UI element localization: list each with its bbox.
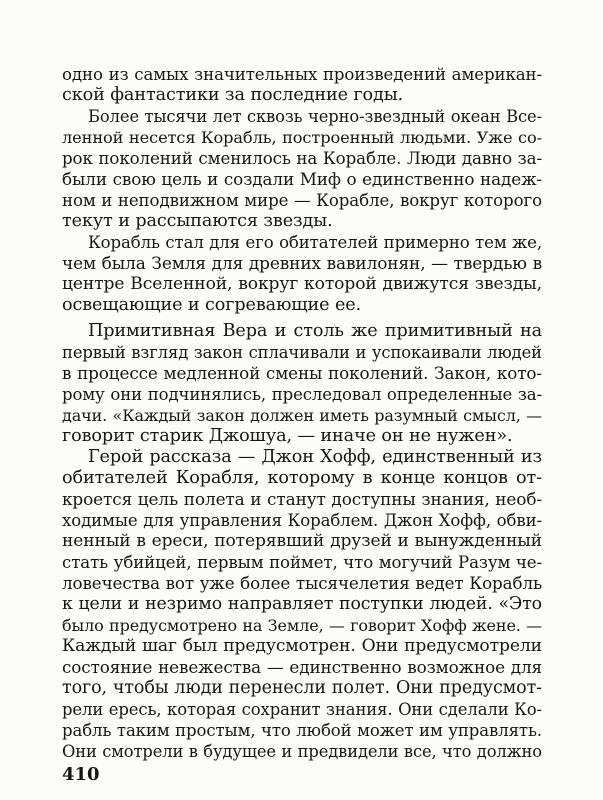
text-line: ской фантастики за последние годы. <box>62 85 404 105</box>
text-line: кроется цель полета и станут доступны знания, необ- <box>62 489 542 509</box>
text-line: в процессе медленной смены поколений. Закон, кото- <box>62 363 542 383</box>
text-line: того, чтобы люди перенесли полет. Они предусмот- <box>62 678 542 698</box>
text-line: чем была Земля для древних вавилонян, — твердью в <box>62 253 542 273</box>
text-line: рок поколений сменилось на Корабле. Люди давно за- <box>62 149 542 168</box>
page-number: 410 <box>62 764 100 785</box>
text-line: дачи. «Каждый закон должен иметь разумный смысл, — <box>62 406 542 425</box>
text-line: Они смотрели в будущее и предвидели все, что должно <box>62 742 542 761</box>
text-line: обитателей Корабля, которому в конце концов от- <box>62 468 542 488</box>
text-line: рели ересь, которая сохранит знания. Они сделали Ко- <box>62 700 542 719</box>
text-line: стать убийцей, первым поймет, что могучий Разум че- <box>62 553 542 572</box>
text-line: говорит старик Джошуа, — иначе он не нужен». <box>62 426 513 446</box>
text-line: к цели и незримо направляет поступки людей. «Это <box>62 594 542 614</box>
text-line: Более тысячи лет сквозь черно-звездный океан Все- <box>88 107 542 126</box>
text-line: текут и рассыпаются звезды. <box>62 211 333 231</box>
text-line: центре Вселенной, вокруг которой движутся звезды, <box>62 274 542 294</box>
text-line: было предусмотрено на Земле, — говорит Хофф жене. — <box>62 616 542 635</box>
text-line: Герой рассказа — Джон Хофф, единственный из <box>88 447 542 467</box>
text-line: ходимые для управления Кораблем. Джон Хофф, обви- <box>62 511 542 530</box>
text-line: рабль таким простым, что любой может им управлять. <box>62 721 542 740</box>
text-line: рому они подчинялись, преследовал определенные за- <box>62 385 542 404</box>
text-line: первый взгляд закон сплачивали и успокаивали людей <box>62 343 542 362</box>
text-line: одно из самых значительных произведений американ- <box>62 65 542 84</box>
text-line: состояние невежества — единственно возможное для <box>62 657 542 677</box>
text-line: ловечества вот уже более тысячелетия ведет Корабль <box>62 573 542 593</box>
text-line: ном и неподвижном мире — Корабле, вокруг которого <box>62 191 542 210</box>
text-line: были свою цель и создали Миф о единственно надеж- <box>62 169 542 189</box>
text-line: ленной несется Корабль, построенный людьми. Уже со- <box>62 128 542 147</box>
text-line: Корабль стал для его обитателей примерно тем же, <box>88 233 542 252</box>
text-line: освещающие и согревающие ее. <box>62 295 362 315</box>
text-line: ненный в ереси, потерявший друзей и вынужденный <box>62 531 542 551</box>
text-line: Каждый шаг был предусмотрен. Они предусмотрели <box>62 636 542 656</box>
text-line: Примитивная Вера и столь же примитивный на <box>88 321 542 341</box>
